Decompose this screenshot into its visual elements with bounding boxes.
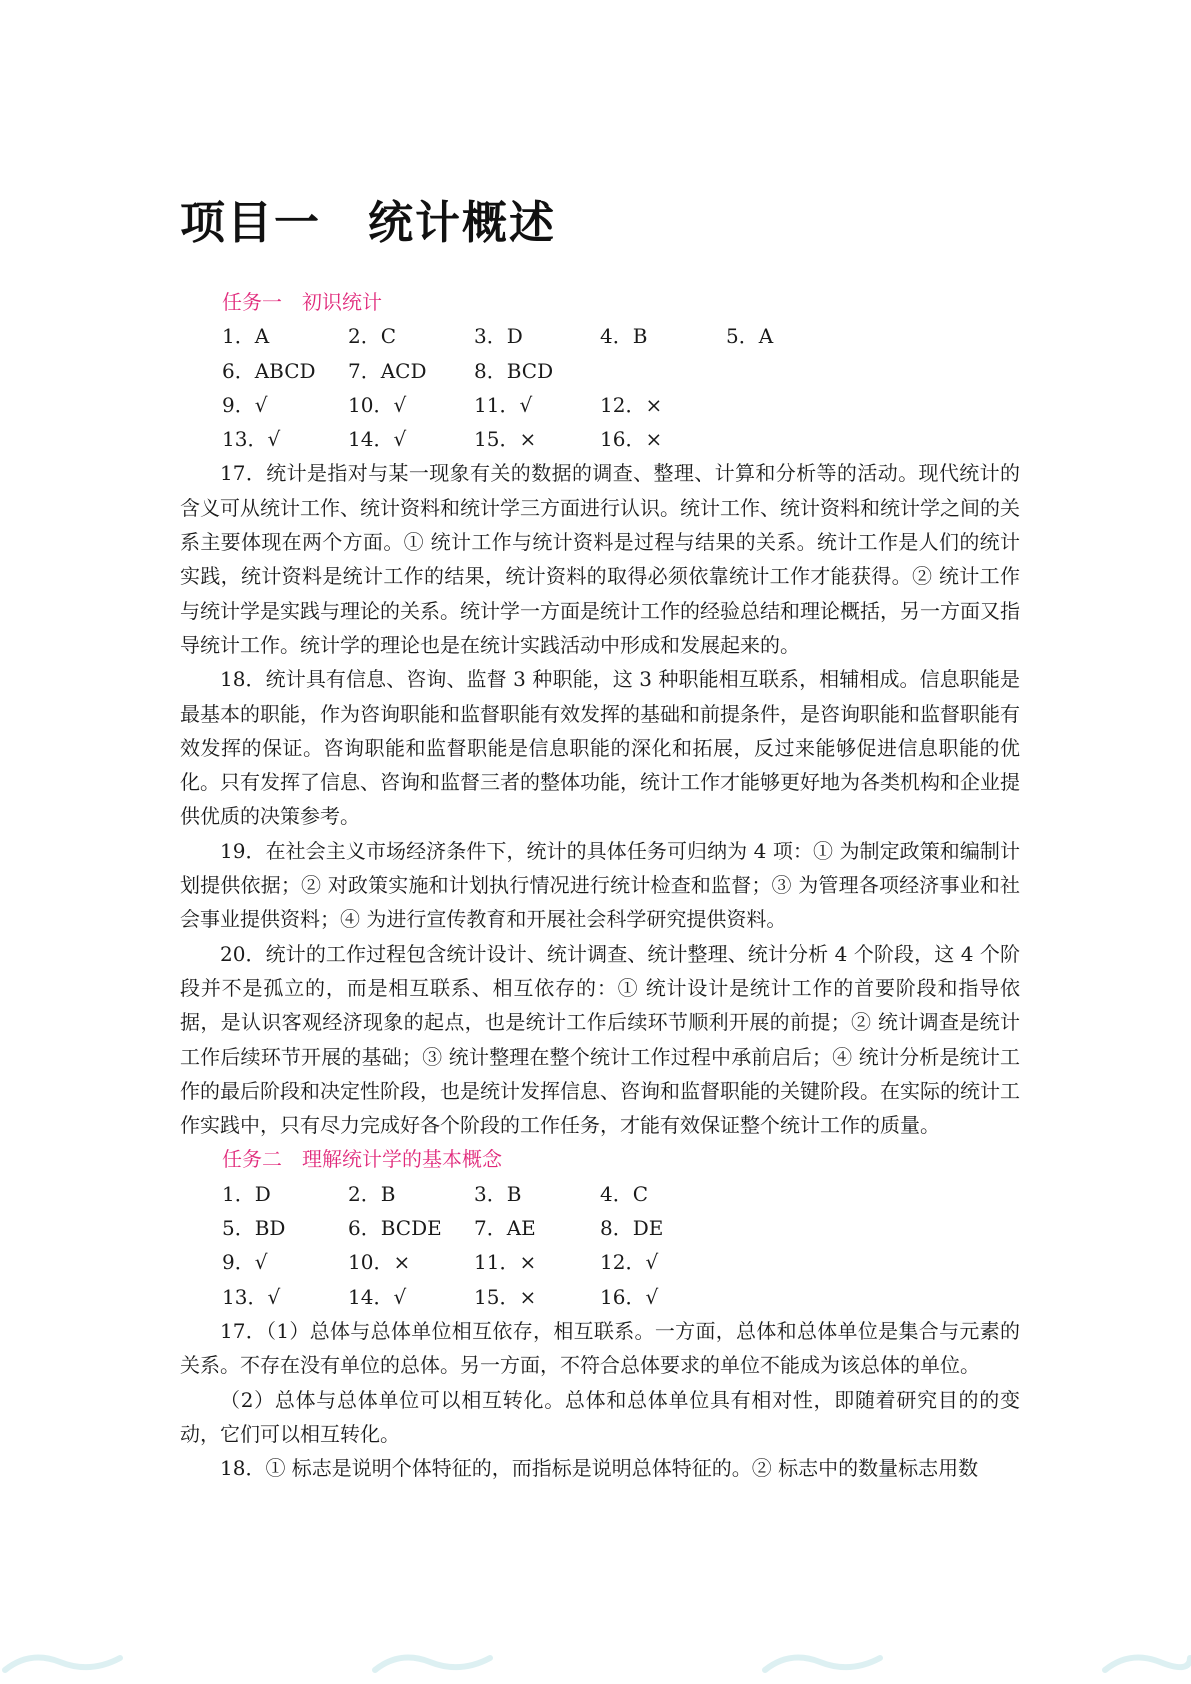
section-heading-task-1: 任务一 初识统计 [222,290,382,314]
answer-row [180,422,1020,456]
answer: 13．√ [222,427,281,452]
answer: 13．√ [222,1284,281,1309]
answer: 1．D [222,1181,271,1206]
answer-row [180,1280,1020,1314]
answer: 7．AE [474,1216,536,1241]
answer: 15．× [474,1284,537,1309]
answer: 11．√ [474,392,533,417]
answer: 8．BCD [474,358,554,383]
answer-paragraph-17: 17．统计是指对与某一现象有关的数据的调查、整理、计算和分析等的活动。现代统计的含义可从统计工作、统计资料和统计学三方面进行认识。统计工作、统计资料和统计学之间的关系主要体现在两个方面。① 统计工作与统计资料是过程与结果的关系。统计工作是人们的统计实践，统计资料是统计工作的结果，统计资料的取得必须依靠统计工作才能获得。② 统计工作与统计学是实践与理论的关系。统计学一方面是统计工作的经验总结和理论概括，另一方面又指导统计工作。统计学的理论也是在统计实践活动中形成和发展起来的。 [180,461,1020,657]
answer-paragraph-17: 17．（1）总体与总体单位相互依存，相互联系。一方面，总体和总体单位是集合与元素的关系。不存在没有单位的总体。另一方面，不符合总体要求的单位不能成为该总体的单位。 [180,1318,1020,1378]
answer-row [180,319,1020,353]
answer: 3．B [474,1181,522,1206]
answer: 14．√ [348,427,407,452]
watermark-logo [370,1640,510,1676]
answer: 4．B [600,324,648,349]
answer: 9．√ [222,392,268,417]
section-heading-task-2: 任务二 理解统计学的基本概念 [222,1147,502,1172]
answer-paragraph-17-2: （2）总体与总体单位可以相互转化。总体和总体单位具有相对性，即随着研究目的的变动，它们可以相互转化。 [180,1387,1020,1446]
answer: 14．√ [348,1284,407,1309]
answer: 1．A [222,324,270,349]
answer: 6．BCDE [348,1216,442,1241]
answer-row [180,388,1020,422]
answer-paragraph-20: 20．统计的工作过程包含统计设计、统计调查、统计整理、统计分析 4 个阶段，这 4 个阶段并不是孤立的，而是相互联系、相互依存的：① 统计设计是统计工作的首要阶段和指导依据，是认识客观经济现象的起点，也是统计工作后续环节顺利开展的前提；② 统计调查是统计工作后续环节开展的基础；③ 统计整理在整个统计工作过程中承前启后；④ 统计分析是统计工作的最后阶段和决定性阶段，也是统计发挥信息、咨询和监督职能的关键阶段。在实际的统计工作实践中，只有尽力完成好各个阶段的工作任务，才能有效保证整个统计工作的质量。 [180,941,1020,1138]
answer: 2．C [348,324,397,349]
answer: 10．× [348,1250,411,1275]
answer-row [180,1245,1020,1279]
answer-paragraph-18: 18．① 标志是说明个体特征的，而指标是说明总体特征的。② 标志中的数量标志用数 [220,1456,979,1481]
answer: 16．√ [600,1284,659,1309]
watermark-logo [760,1640,900,1676]
answer: 6．ABCD [222,358,316,383]
answer: 11．× [474,1250,537,1275]
answer-paragraph-19: 19．在社会主义市场经济条件下，统计的具体任务可归纳为 4 项：① 为制定政策和编制计划提供依据；② 对政策实施和计划执行情况进行统计检查和监督；③ 为管理各项经济事业和社会事业提供资料；④ 为进行宣传教育和开展社会科学研究提供资料。 [180,838,1020,932]
answer: 12．× [600,392,663,417]
answer: 16．× [600,427,663,452]
answer-row [180,354,1020,388]
answer: 8．DE [600,1216,664,1241]
watermark-logo [0,1640,140,1676]
answer: 10．√ [348,392,407,417]
answer: 5．A [726,324,774,349]
answer: 3．D [474,324,523,349]
answer: 9．√ [222,1250,268,1275]
answer: 7．ACD [348,358,427,383]
answer: 2．B [348,1181,396,1206]
answer: 4．C [600,1181,649,1206]
answer-row [180,1177,1020,1211]
answer-paragraph-18: 18．统计具有信息、咨询、监督 3 种职能，这 3 种职能相互联系，相辅相成。信息职能是最基本的职能，作为咨询职能和监督职能有效发挥的基础和前提条件，是咨询职能和监督职能有效发挥的保证。咨询职能和监督职能是信息职能的深化和拓展，反过来能够促进信息职能的优化。只有发挥了信息、咨询和监督三者的整体功能，统计工作才能够更好地为各类机构和企业提供优质的决策参考。 [180,667,1020,829]
answer-row [180,1211,1020,1245]
watermark-logo [1100,1640,1191,1676]
chapter-title: 项目一 统计概述 [180,196,557,249]
answer: 15．× [474,427,537,452]
content [180,285,1020,1485]
answer: 12．√ [600,1250,659,1275]
answer: 5．BD [222,1216,286,1241]
